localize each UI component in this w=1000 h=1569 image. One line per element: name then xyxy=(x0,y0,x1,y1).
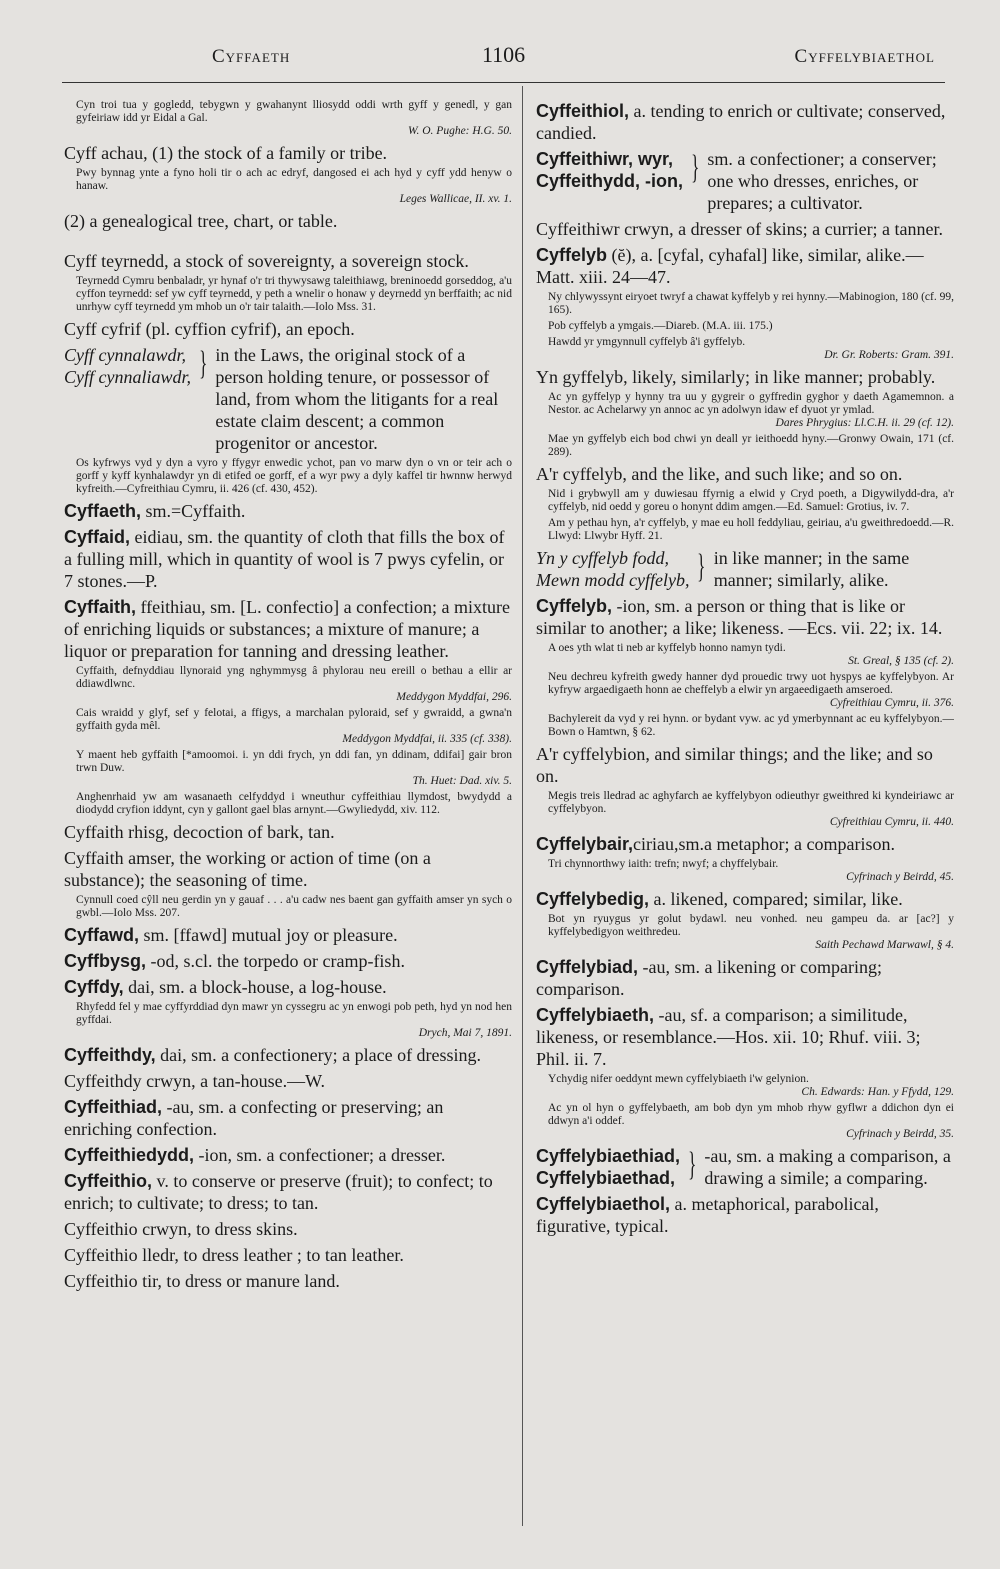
entry-definition: -au, sf. a comparison; a similitude, likeness, or resemblance.—Hos. xii. 10; Rhuf. viii. 3; Phil. ii. 7. xyxy=(536,1005,921,1069)
dictionary-entry xyxy=(64,924,512,946)
paired-entry xyxy=(536,148,954,214)
dictionary-entry xyxy=(536,1004,954,1070)
citation-source: Drych, Mai 7, 1891. xyxy=(418,1027,512,1039)
entry-definition: a. likened, compared; similar, like. xyxy=(649,889,903,909)
paired-definition: in like manner; in the same manner; similarly, alike. xyxy=(713,548,910,590)
running-header xyxy=(62,40,945,84)
dictionary-entry xyxy=(64,1144,512,1166)
entry-headword: Cyffelybedig, xyxy=(536,889,650,909)
entry-definition: -ion, sm. a person or thing that is like or similar to another; a like; likeness. —Ecs. vii. 22; ix. 14. xyxy=(536,596,943,638)
citation-source: Dr. Gr. Roberts: Gram. 391. xyxy=(824,349,954,361)
entry-headword: Cyffdy, xyxy=(64,977,124,997)
entry-definition: sm. [ffawd] mutual joy or pleasure. xyxy=(139,925,398,945)
sub-entry: Cyffeithio lledr, to dress leather ; to tan leather. xyxy=(64,1245,404,1265)
entry-headword: Cyffbysg, xyxy=(64,951,147,971)
paired-headwords: Yn y cyffelyb fodd, Mewn modd cyffelyb, xyxy=(536,548,690,590)
entry-definition: -od, s.cl. the torpedo or cramp-fish. xyxy=(146,951,405,971)
sub-entry: Yn gyffelyb, likely, similarly; in like manner; probably. xyxy=(536,367,936,387)
page-number: 1106 xyxy=(482,42,526,67)
citation: Cynnull coed cŷll neu gerdin yn y gauaf . . . a'u cadw nes baent gan gyffaith amser yn sych o gwbl.—Iolo Mss. 207. xyxy=(76,894,512,919)
citation: Megis treis lledrad ac aghyfarch ae kyffelybyon odieuthyr gweithred ki kyndeiriawc ar cyffelybyon. xyxy=(548,790,954,815)
dictionary-entry xyxy=(536,244,954,288)
entry-definition: sm.=Cyffaith. xyxy=(141,501,246,521)
dictionary-entry xyxy=(64,596,512,662)
entry-headword: Cyffelyb xyxy=(536,245,608,265)
entry-definition: ffeithiau, sm. [L. confectio] a confection; a mixture of enriching liquids or substances; a mixture of manure; a liquor or preparation for tanning and dressing leather. xyxy=(64,597,511,661)
entry-definition: dai, sm. a confectionery; a place of dressing. xyxy=(155,1045,482,1065)
citation: Ychydig nifer oeddynt mewn cyffelybiaeth i'w gelynion. xyxy=(548,1073,809,1085)
paired-entry xyxy=(536,1145,954,1189)
entry-definition: dai, sm. a block-house, a log-house. xyxy=(123,977,387,997)
citation-source: Meddygon Myddfai, 296. xyxy=(396,691,512,703)
citation: A oes yth wlat ti neb ar kyffelyb honno namyn tydi. xyxy=(548,642,786,654)
dictionary-entry xyxy=(536,833,954,855)
dictionary-entry xyxy=(64,950,512,972)
right-column xyxy=(536,96,954,1526)
citation: Neu dechreu kyfreith gwedy hanner dyd prouedic trwy uot hyspys ae kyffelybyon. Ar kyfryw argaedigaeth honn ae cheffelyb a elwir yn argaeedigaeth amseroed. xyxy=(548,671,954,696)
dictionary-entry xyxy=(536,1193,954,1237)
citation: Rhyfedd fel y mae cyffyrddiad dyn mawr yn cyssegru ac yn enwogi pob peth, hyd yn nod hen gyffdai. xyxy=(76,1001,512,1026)
citation: Tri chynnorthwy iaith: trefn; nwyf; a chyffelybair. xyxy=(548,858,779,870)
sub-entry: Cyff cyfrif (pl. cyffion cyfrif), an epoch. xyxy=(64,319,355,339)
dictionary-entry xyxy=(64,526,512,592)
citation: Cyn troi tua y gogledd, tebygwn y gwahanynt lliosydd oddi wrth gyff y genedl, y gan gyfeiriaw idd yr Eidal a Gal. xyxy=(76,99,512,124)
dictionary-entry xyxy=(64,1170,512,1214)
entry-definition: -au, sm. a confecting or preserving; an enriching confection. xyxy=(64,1097,444,1139)
entry-headword: Cyffelybair, xyxy=(536,834,634,854)
paired-definition: in the Laws, the original stock of a person holding tenure, or possessor of land, from whom the litigants for a real estate claim descent; a common progenitor or ancestor. xyxy=(215,345,499,453)
sub-entry: Cyffeithio crwyn, to dress skins. xyxy=(64,1219,298,1239)
citation: Ac yn ol hyn o gyffelybaeth, am bob dyn ym mhob rhyw gyflwr a ddichon dyn ei ddwyn a'i oddef. xyxy=(548,1102,954,1127)
sub-entry: Cyffaith amser, the working or action of time (on a substance); the seasoning of time. xyxy=(64,848,431,890)
entry-definition: a. metaphorical, parabolical, figurative, typical. xyxy=(536,1194,879,1236)
entry-headword: Cyffeithio, xyxy=(64,1171,152,1191)
citation: Cyffaith, defnyddiau llynoraid yng nghymmysg â phylorau neu ereill o bethau a ellir ar ddiawdlwnc. xyxy=(76,665,512,690)
sub-entry: A'r cyffelyb, and the like, and such like; and so on. xyxy=(536,464,903,484)
citation-source: Dares Phrygius: Ll.C.H. ii. 29 (cf. 12). xyxy=(775,417,954,429)
citation-source: Ch. Edwards: Han. y Ffydd, 129. xyxy=(801,1086,954,1098)
dictionary-entry xyxy=(64,500,512,522)
sub-entry: Cyff teyrnedd, a stock of sovereignty, a sovereign stock. xyxy=(64,251,469,271)
dictionary-entry xyxy=(536,888,954,910)
sub-entry: Cyffeithio tir, to dress or manure land. xyxy=(64,1271,340,1291)
citation: Ac yn gyffelyp y hynny tra uu y gygreir o gyffredin gyghor y daeth Agamemnon. a Nestor. ac Achelarwy yn annoc ac yn adolwyn idaw ef dyuot yr ymlad. xyxy=(548,391,954,416)
dictionary-entry xyxy=(64,976,512,998)
paired-headwords: Cyffelybiaethiad, Cyffelybiaethad, xyxy=(536,1146,681,1188)
citation: Pwy bynnag ynte a fyno holi tir o ach ac edryf, dangosed ei ach hyd y cyff ydd henyw o hanaw. xyxy=(76,167,512,192)
brace-glyph: } xyxy=(199,345,208,382)
column-divider xyxy=(522,86,523,1526)
entry-headword: Cyffelybiaethol, xyxy=(536,1194,671,1214)
citation: Am y pethau hyn, a'r cyffelyb, y mae eu holl feddyliau, geiriau, a'u gweithredoedd.—R. Llwyd: Llwybr Hyff. 21. xyxy=(548,517,954,542)
entry-headword: Cyffaid, xyxy=(64,527,131,547)
paired-headwords: Cyffeithiwr, wyr, Cyffeithydd, -ion, xyxy=(536,149,683,191)
dictionary-entry xyxy=(536,956,954,1000)
citation-source: Leges Wallicae, II. xv. 1. xyxy=(399,193,512,205)
dictionary-entry xyxy=(536,100,954,144)
citation-source: W. O. Pughe: H.G. 50. xyxy=(407,125,512,137)
sub-entry: Cyff achau, (1) the stock of a family or tribe. xyxy=(64,143,388,163)
entry-headword: Cyffeithiad, xyxy=(64,1097,163,1117)
dictionary-entry xyxy=(536,595,954,639)
brace-glyph: } xyxy=(688,1146,697,1183)
dictionary-entry xyxy=(64,1096,512,1140)
entry-definition: -ion, sm. a confectioner; a dresser. xyxy=(194,1145,446,1165)
entry-headword: Cyffelybiad, xyxy=(536,957,639,977)
citation-source: Saith Pechawd Marwawl, § 4. xyxy=(815,939,954,951)
entry-definition: -au, sm. a likening or comparing; comparison. xyxy=(536,957,882,999)
citation-source: Cyfrinach y Beirdd, 35. xyxy=(846,1128,954,1140)
entry-definition: ciriau,sm.a metaphor; a comparison. xyxy=(633,834,895,854)
citation: Pob cyffelyb a ymgais.—Diareb. (M.A. iii. 175.) xyxy=(548,320,773,332)
gloss: (2) a genealogical tree, chart, or table. xyxy=(64,211,338,231)
entry-definition: eidiau, sm. the quantity of cloth that fills the box of a fulling mill, which in quantity of wool is 7 pwys cyfelin, or 7 stones.—P. xyxy=(64,527,505,591)
sub-entry: Cyffeithiwr crwyn, a dresser of skins; a currier; a tanner. xyxy=(536,219,944,239)
entry-definition: a. tending to enrich or cultivate; conserved, candied. xyxy=(536,101,946,143)
citation: Cais wraidd y glyf, sef y felotai, a ffigys, a marchalan pyloraid, sef y gwraidd, a gwna'n gyffaith gyda mêl. xyxy=(76,707,512,732)
brace-glyph: } xyxy=(691,149,700,186)
brace-glyph: } xyxy=(697,548,706,585)
sub-entry: Cyffaith rhisg, decoction of bark, tan. xyxy=(64,822,335,842)
entry-headword: Cyffelyb, xyxy=(536,596,613,616)
citation: Bot yn ryuygus yr golut bydawl. neu vonhed. neu gampeu da. ar [ac?] y kyffelybedigyon weithredeu. xyxy=(548,913,954,938)
paired-headwords: Cyff cynnalawdr, Cyff cynnaliawdr, xyxy=(64,345,191,387)
dictionary-entry xyxy=(64,1044,512,1066)
citation: Os kyfrwys vyd y dyn a vyro y ffygyr enwedic ychot, pan vo marw dyn o vn or teir ach o gorff y kyff kynhalawdyr yn di etifed oe gorff, ef a wyr pwy a dyly kaffel tir hwnnw herwyd kyfreith.—Cyfreithiau Cymru, ii. 426 (cf. 430, 452). xyxy=(76,457,512,495)
paired-entry xyxy=(64,344,512,454)
entry-headword: Cyffaeth, xyxy=(64,501,142,521)
citation: Bachylereit da vyd y rei hynn. or bydant vyw. ac yd ymerbynnant ac eu kyffelybyon.—Bown o Hamtwn, § 62. xyxy=(548,713,954,738)
paired-definition: -au, sm. a making a comparison, a drawing a simile; a comparing. xyxy=(704,1146,951,1188)
citation-source: St. Greal, § 135 (cf. 2). xyxy=(848,655,954,667)
entry-headword: Cyffeithdy, xyxy=(64,1045,156,1065)
entry-headword: Cyffawd, xyxy=(64,925,140,945)
entry-headword: Cyffaith, xyxy=(64,597,136,617)
entry-headword: Cyffeithiedydd, xyxy=(64,1145,195,1165)
header-rule xyxy=(62,82,945,83)
entry-headword: Cyffeithiol, xyxy=(536,101,629,121)
citation-source: Meddygon Myddfai, ii. 335 (cf. 338). xyxy=(342,733,512,745)
citation-source: Th. Huet: Dad. xiv. 5. xyxy=(412,775,512,787)
entry-definition: v. to conserve or preserve (fruit); to confect; to enrich; to cultivate; to dress; to tan. xyxy=(64,1171,493,1213)
citation: Nid i grybwyll am y duwiesau ffyrnig a elwid y Cryd poeth, a Digywilydd-dra, a'r cyffelyb, nid oedd y goreu o honynt ddim amgen.—Ed. Samuel: Grotius, iv. 7. xyxy=(548,488,954,513)
header-right-word: Cyffelybiaethol xyxy=(794,46,935,67)
left-column xyxy=(64,96,512,1526)
citation-source: Cyfrinach y Beirdd, 45. xyxy=(846,871,954,883)
citation: Teyrnedd Cymru benbaladr, yr hynaf o'r tri thywysawg taleithiawg, breninoedd gorseddog, a'u cyffon teyrnedd: sef yw cyff teyrnedd, y peth a wnelir o honaw y deyrnedd yn berffaith; ac nid unrhyw cyff teyrnedd ym mhob un o'r tair talaith.—Iolo Mss. 31. xyxy=(76,275,512,313)
header-left-word: Cyffaeth xyxy=(212,46,291,67)
citation: Hawdd yr ymgynnull cyffelyb â'i gyffelyb. xyxy=(548,336,746,348)
citation: Ny chlywyssynt eiryoet twryf a chawat kyffelyb y rei hynny.—Mabinogion, 180 (cf. 99, 165). xyxy=(548,291,954,316)
citation-source: Cyfreithiau Cymru, ii. 376. xyxy=(829,697,954,709)
sub-entry: A'r cyffelybion, and similar things; and the like; and so on. xyxy=(536,744,933,786)
citation: Anghenrhaid yw am wasanaeth celfyddyd i wneuthur cyffeithiau llymdost, bwydydd a diodydd cryfion iddynt, cyn y gallont gael blas arnynt.—Gwyliedydd, xiv. 112. xyxy=(76,791,512,816)
entry-definition: (ĕ), a. [cyfal, cyhafal] like, similar, alike.—Matt. xiii. 24—47. xyxy=(536,245,924,287)
citation-source: Cyfreithiau Cymru, ii. 440. xyxy=(829,816,954,828)
sub-entry: Cyffeithdy crwyn, a tan-house.—W. xyxy=(64,1071,325,1091)
citation: Mae yn gyffelyb eich bod chwi yn deall yr ieithoedd hyny.—Gronwy Owain, 171 (cf. 289). xyxy=(548,433,954,458)
entry-headword: Cyffelybiaeth, xyxy=(536,1005,655,1025)
paired-entry xyxy=(536,547,954,591)
paired-definition: sm. a confectioner; a conserver; one who dresses, enriches, or prepares; a cultivator. xyxy=(707,149,937,213)
citation: Y maent heb gyffaith [*amoomoi. i. yn ddi frych, yn ddi fan, yn ddinam, ddifai] gair bron trwn Duw. xyxy=(76,749,512,774)
